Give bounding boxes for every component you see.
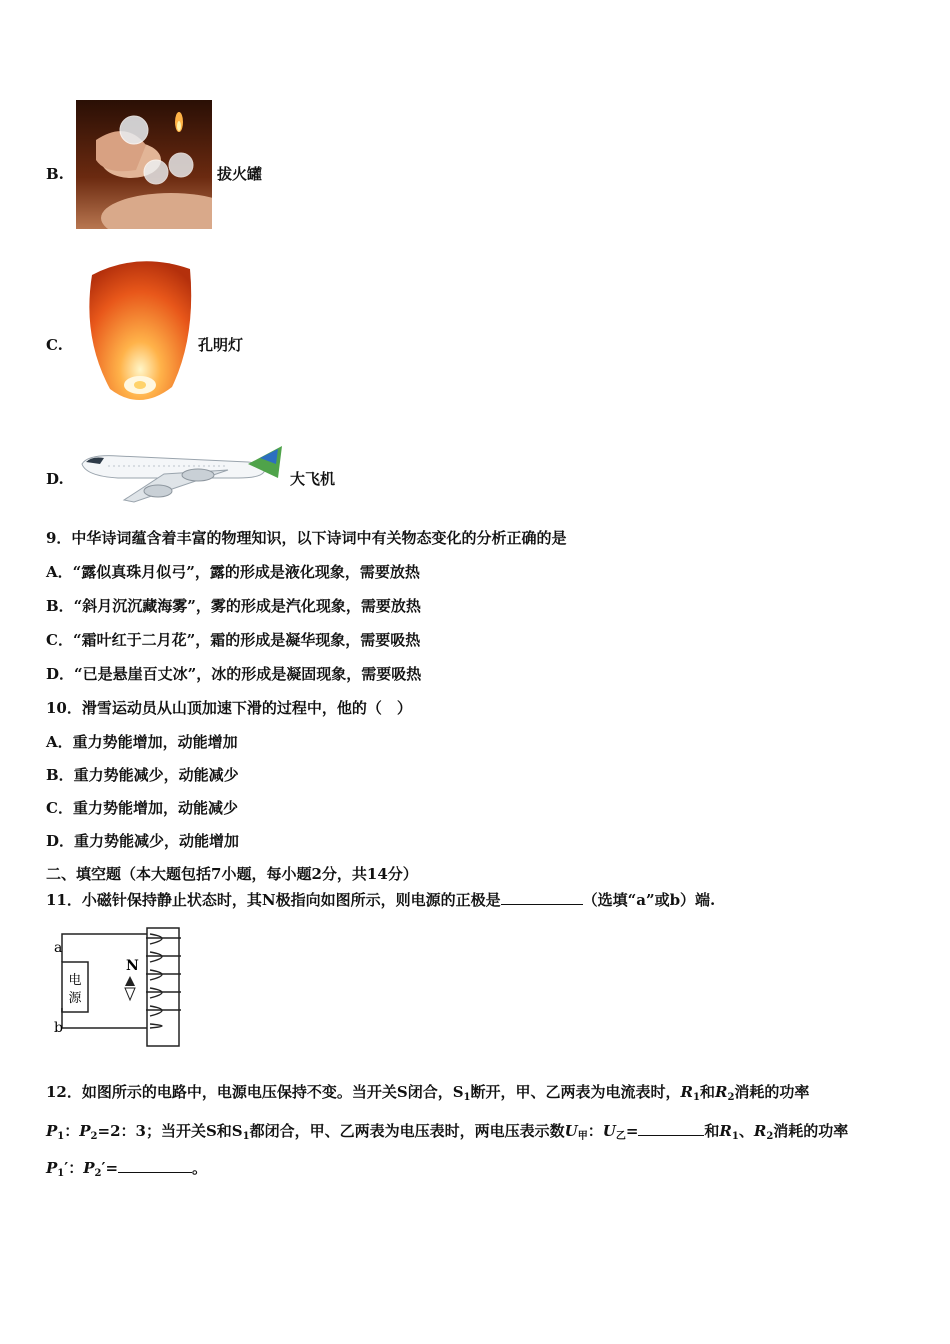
option-b-caption: 拔火罐 [217, 165, 263, 183]
q12-u1: U [564, 1122, 578, 1140]
q12-p2: P [79, 1122, 91, 1140]
q12-colon-3: ： [68, 1159, 84, 1177]
q12-u-yi: 乙 [615, 1131, 626, 1142]
q12-text-5: 消耗的功率 [773, 1122, 849, 1140]
q12-comma: 、 [738, 1122, 754, 1140]
question-10-stem: 10．滑雪运动员从山顶加速下滑的过程中，他的（ ） [46, 699, 412, 717]
q12-text-2: 断开，甲、乙两表为电流表时， [470, 1083, 681, 1101]
question-9-option-b: B．“斜月沉沉藏海雾”，雾的形成是汽化现象，需要放热 [46, 597, 421, 615]
q12-prime-eq: ′= [101, 1159, 119, 1177]
option-d-caption: 大飞机 [290, 470, 336, 488]
terminal-b-label: b [54, 1020, 63, 1036]
q12-period: 。 [192, 1159, 208, 1177]
q12-r1-sub: 1 [693, 1092, 700, 1103]
q12-u-jia: 甲 [577, 1131, 588, 1142]
q12-p1-prime-sub: 1 [57, 1168, 65, 1179]
question-9-option-a: A．“露似真珠月似弓”，露的形成是液化现象，需要放热 [46, 563, 420, 581]
q12-r2: R [714, 1083, 728, 1101]
compass-needle-south [125, 988, 135, 1000]
source-label-1: 电 [68, 973, 82, 988]
question-10-option-d: D．重力势能减少，动能增加 [46, 832, 240, 850]
q12-s1-sub: 1 [242, 1131, 250, 1142]
question-9-option-c: C．“霜叶红于二月花”，霜的形成是凝华现象，需要吸热 [46, 631, 421, 649]
q12-text-3: 消耗的功率 [734, 1083, 810, 1101]
q12-p1: P [46, 1122, 58, 1140]
q12-r1: R [680, 1083, 693, 1101]
q12-p1-sub: 1 [57, 1131, 65, 1142]
question-11-text [46, 890, 715, 910]
question-9-stem: 9．中华诗词蕴含着丰富的物理知识，以下诗词中有关物态变化的分析正确的是 [46, 529, 567, 547]
q12-p2-prime: P [83, 1159, 95, 1177]
section-heading: 二、填空题（本大题包括7小题，每小题2分，共14分） [46, 865, 418, 883]
question-12-answer-blank-2[interactable] [118, 1158, 192, 1173]
q12-text-1: 12．如图所示的电路中，电源电压保持不变。当开关S闭合，S [46, 1083, 464, 1101]
question-11-stem-b: （选填“a”或b）端. [582, 891, 716, 909]
needle-n-label: N [126, 958, 139, 974]
option-b-letter: B. [46, 165, 64, 183]
question-10-option-a: A．重力势能增加，动能增加 [46, 733, 238, 751]
q12-colon-1: ： [64, 1122, 80, 1140]
question-11-answer-blank[interactable] [501, 890, 583, 905]
solenoid-circuit-figure [50, 922, 190, 1052]
compass-needle-north [125, 976, 135, 986]
question-12-answer-blank-1[interactable] [638, 1121, 704, 1136]
terminal-a-label: a [54, 940, 63, 956]
q12-sub-1: 1 [463, 1092, 471, 1103]
q12-r1-b: R [719, 1122, 732, 1140]
option-c-caption: 孔明灯 [198, 336, 244, 354]
q12-and: 和 [699, 1083, 715, 1101]
option-c-letter: C. [46, 336, 63, 354]
question-11-stem-a: 11．小磁针保持静止状态时，其N极指向如图所示，则电源的正极是 [46, 891, 501, 909]
airliner-image [78, 444, 286, 506]
q12-eq: = [625, 1122, 639, 1140]
sky-lantern-image [80, 257, 196, 410]
q12-p1-prime: P [46, 1159, 58, 1177]
source-label-2: 源 [68, 991, 82, 1006]
question-10-option-c: C．重力势能增加，动能减少 [46, 799, 238, 817]
option-d-letter: D. [46, 470, 64, 488]
q12-r2-b: R [753, 1122, 767, 1140]
q12-r2-sub: 2 [727, 1092, 735, 1103]
question-12-line-3 [46, 1157, 207, 1178]
question-12-line-1 [46, 1081, 809, 1102]
q12-text-4: 都闭合，甲、乙两表为电压表时，两电压表示数 [249, 1122, 565, 1140]
q12-u2: U [602, 1122, 616, 1140]
q12-r1-b-sub: 1 [731, 1131, 739, 1142]
q12-and-2: 和 [704, 1122, 720, 1140]
question-12-line-2 [46, 1120, 848, 1141]
q12-ratio: =2：3；当开关S和S [97, 1122, 243, 1140]
question-9-option-d: D．“已是悬崖百丈冰”，冰的形成是凝固现象，需要吸热 [46, 665, 422, 683]
q12-colon-2: ： [587, 1122, 603, 1140]
q12-prime: ′ [64, 1159, 69, 1177]
q12-p2-prime-sub: 2 [94, 1168, 102, 1179]
cupping-therapy-image [76, 100, 212, 229]
q12-p2-sub: 2 [90, 1131, 98, 1142]
q12-r2-b-sub: 2 [766, 1131, 774, 1142]
question-10-option-b: B．重力势能减少，动能减少 [46, 766, 239, 784]
